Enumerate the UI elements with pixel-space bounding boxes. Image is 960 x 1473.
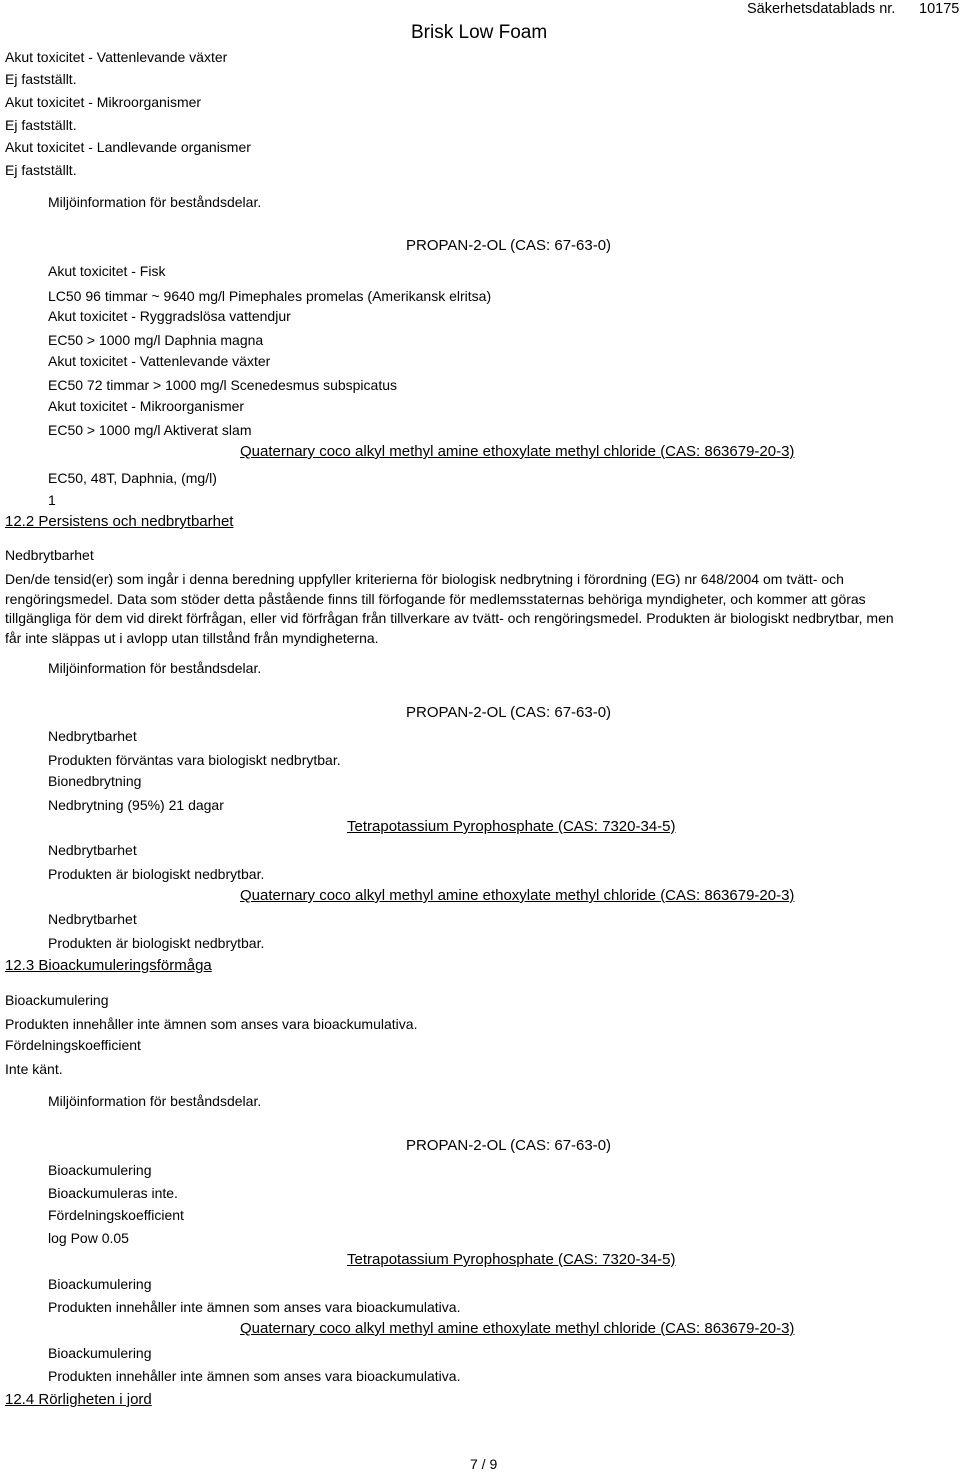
component-heading-quaternary: Quaternary coco alkyl methyl amine ethoxylate methyl chloride (CAS: 863679-20-3) [240,1320,795,1337]
degradation-line: Nedbrytbarhet [48,842,137,858]
degradation-line: Nedbrytbarhet [48,911,137,927]
bioaccumulation-line: Bioackumuleras inte. [48,1185,178,1201]
env-info-link[interactable]: Miljöinformation för beståndsdelar. [48,1093,262,1109]
component-heading-tetrapotassium: Tetrapotassium Pyrophosphate (CAS: 7320-34-5) [347,818,676,835]
bioaccumulation-line: Produkten innehåller inte ämnen som anses vara bioackumulativa. [48,1299,461,1315]
degradation-line: Nedbrytning (95%) 21 dagar [48,797,224,813]
tox-line: LC50 96 timmar ~ 9640 mg/l Pimephales promelas (Amerikansk elritsa) [48,288,492,304]
tox-line: EC50, 48T, Daphnia, (mg/l) [48,470,217,486]
component-heading-tetrapotassium: Tetrapotassium Pyrophosphate (CAS: 7320-34-5) [347,1251,676,1268]
section-label: Nedbrytbarhet [5,547,94,563]
tox-line: Akut toxicitet - Vattenlevande växter [48,353,271,369]
acute-intro-line: Ej fastställt. [5,162,77,178]
component-heading-propanol: PROPAN-2-OL (CAS: 67-63-0) [406,1137,612,1154]
degradation-line: Bionedbrytning [48,773,142,789]
degradability-paragraph: Den/de tensid(er) som ingår i denna beredning uppfyller kriterierna för biologisk nedbrytning i förordning (EG) nr 648/2004 om tvätt- och rengöringsmedel. Data som stöder detta påstående finns till förfogande för medlemsstaternas behöriga myndigheter, och kommer att göras tillgängliga för dem vid direkt förfrågan, eller vid förfrågan från tillverkare av tvätt- och rengöringsmedel. Produkten är biologiskt nedbrytbar, men får inte släppas ut i avlopp utan tillstånd från myndigheterna. [5,571,894,646]
bioaccumulation-line: Produkten innehåller inte ämnen som anses vara bioackumulativa. [48,1368,461,1384]
degradation-line: Produkten är biologiskt nedbrytbar. [48,866,265,882]
degradation-line: Produkten förväntas vara biologiskt nedbrytbar. [48,752,341,768]
bioaccumulation-line: log Pow 0.05 [48,1230,129,1246]
tox-line: EC50 > 1000 mg/l Daphnia magna [48,332,264,348]
acute-intro-line: Akut toxicitet - Vattenlevande växter [5,49,228,65]
bioaccumulation-line: Fördelningskoefficient [48,1207,184,1223]
component-heading-propanol: PROPAN-2-OL (CAS: 67-63-0) [406,704,612,721]
section-heading-12-2: 12.2 Persistens och nedbrytbarhet [5,513,234,530]
component-heading-propanol: PROPAN-2-OL (CAS: 67-63-0) [406,237,612,254]
bioaccumulation-line: Bioackumulering [48,1345,152,1361]
section-heading-12-3: 12.3 Bioackumuleringsförmåga [5,957,212,974]
degradation-line: Produkten är biologiskt nedbrytbar. [48,935,265,951]
env-info-link[interactable]: Miljöinformation för beståndsdelar. [48,660,262,676]
bioaccumulation-line: Produkten innehåller inte ämnen som anses vara bioackumulativa. [5,1016,418,1032]
document-title: Brisk Low Foam [411,22,548,43]
degradation-line: Nedbrytbarhet [48,728,137,744]
bioaccumulation-line: Bioackumulering [48,1276,152,1292]
tox-line: EC50 72 timmar > 1000 mg/l Scenedesmus subspicatus [48,377,398,393]
sds-label: Säkerhetsdatablads nr. [747,1,896,17]
page-number: 7 / 9 [470,1456,498,1472]
acute-intro-line: Akut toxicitet - Mikroorganismer [5,94,202,110]
tox-line: Akut toxicitet - Mikroorganismer [48,398,245,414]
bioaccumulation-line: Bioackumulering [48,1162,152,1178]
acute-intro-line: Akut toxicitet - Landlevande organismer [5,139,251,155]
component-heading-quaternary: Quaternary coco alkyl methyl amine ethoxylate methyl chloride (CAS: 863679-20-3) [240,887,795,904]
section-heading-12-4: 12.4 Rörligheten i jord [5,1391,152,1408]
component-heading-quaternary: Quaternary coco alkyl methyl amine ethoxylate methyl chloride (CAS: 863679-20-3) [240,443,795,460]
tox-line: Akut toxicitet - Fisk [48,263,166,279]
acute-intro-line: Ej fastställt. [5,71,77,87]
tox-line: Akut toxicitet - Ryggradslösa vattendjur [48,308,291,324]
env-info-link[interactable]: Miljöinformation för beståndsdelar. [48,194,262,210]
acute-intro-line: Ej fastställt. [5,117,77,133]
bioaccumulation-line: Inte känt. [5,1061,63,1077]
tox-line: 1 [48,492,56,508]
bioaccumulation-line: Fördelningskoefficient [5,1037,141,1053]
tox-line: EC50 > 1000 mg/l Aktiverat slam [48,422,252,438]
bioaccumulation-line: Bioackumulering [5,992,109,1008]
sds-number: 10175 [919,1,960,17]
